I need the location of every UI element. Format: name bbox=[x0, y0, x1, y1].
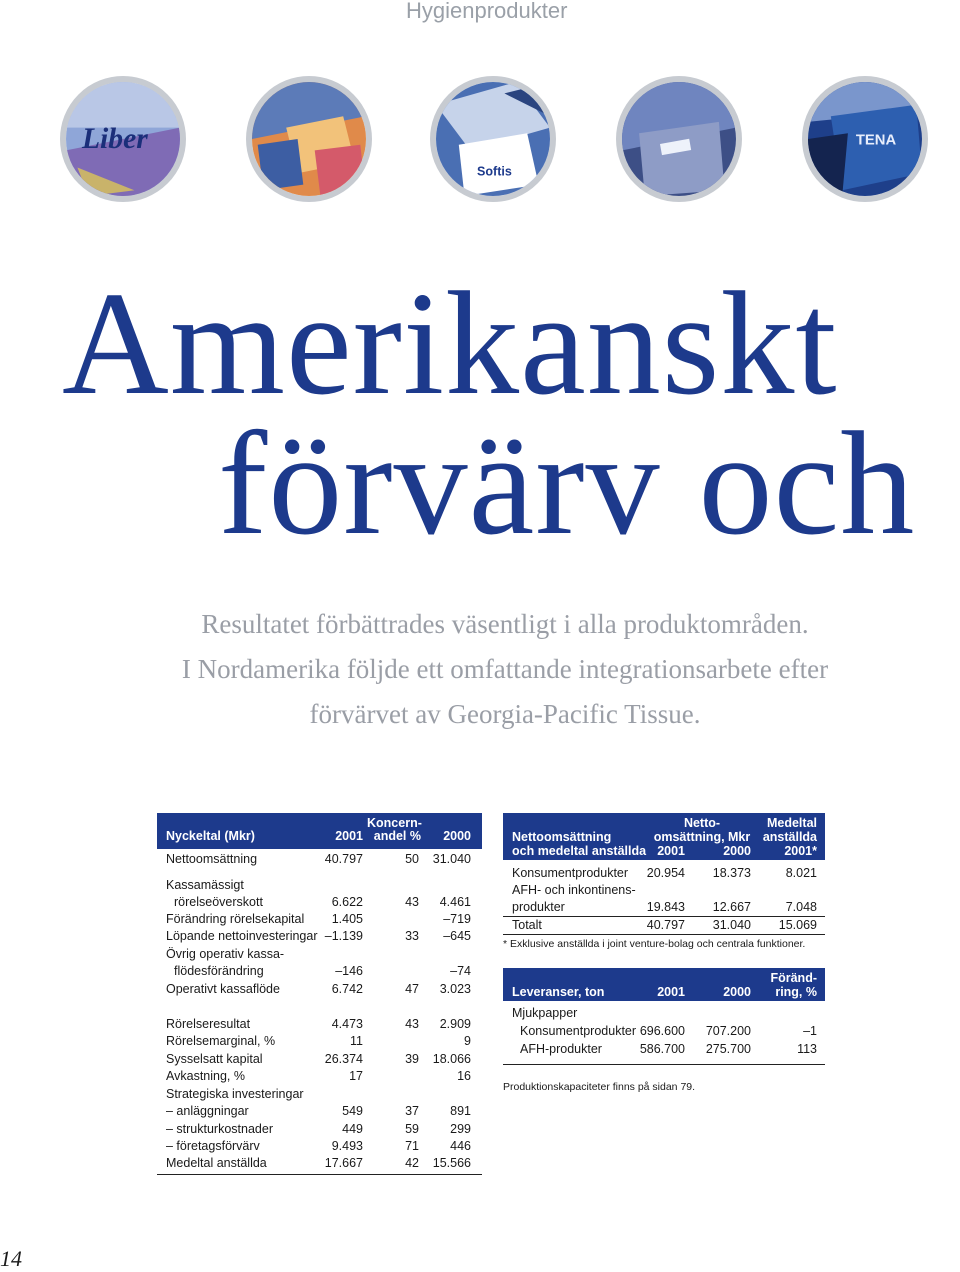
cell-2001: 4.473 bbox=[331, 1017, 363, 1031]
cell-2001: –1.139 bbox=[324, 929, 363, 943]
header-change-1: Föränd- bbox=[770, 971, 817, 985]
photo-libero bbox=[60, 76, 186, 202]
row-label: Sysselsatt kapital bbox=[166, 1052, 263, 1066]
cell-share: 39 bbox=[405, 1052, 419, 1066]
table-row bbox=[157, 1051, 482, 1068]
section-title: Hygienprodukter bbox=[406, 0, 568, 23]
header-label-2: och medeltal anställda bbox=[512, 844, 647, 858]
header-2000: 2000 bbox=[723, 985, 751, 999]
table-row bbox=[157, 1121, 482, 1138]
cell-2000: 707.200 bbox=[705, 1024, 751, 1038]
cell-change: 113 bbox=[797, 1042, 817, 1056]
row-label: Konsumentprodukter bbox=[512, 866, 629, 880]
table-row bbox=[157, 928, 482, 945]
cell-share: 43 bbox=[405, 1017, 419, 1031]
row-label: Övrig operativ kassa- bbox=[166, 947, 285, 961]
headline-line-2: förvärv och bbox=[218, 402, 916, 566]
cell-share: 47 bbox=[405, 982, 419, 996]
row-label: – företagsförvärv bbox=[166, 1139, 260, 1153]
table-row bbox=[157, 1086, 482, 1103]
header-2001: 2001 bbox=[335, 829, 363, 843]
cell-2001: 40.797 bbox=[324, 852, 363, 866]
table-row bbox=[157, 1016, 482, 1033]
table-row bbox=[157, 911, 482, 928]
header-emp-1: Medeltal bbox=[766, 816, 817, 830]
row-label: – strukturkostnader bbox=[166, 1122, 273, 1136]
cell-2000: 16 bbox=[457, 1069, 471, 1083]
cell-2001: 17 bbox=[349, 1069, 363, 1083]
cell-2001: 6.742 bbox=[331, 982, 363, 996]
row-label: Löpande nettoinvesteringar bbox=[166, 929, 318, 943]
intro-line: förvärvet av Georgia-Pacific Tissue. bbox=[309, 699, 701, 729]
cell-2001: 26.374 bbox=[324, 1052, 363, 1066]
row-label: flödesförändring bbox=[174, 964, 264, 978]
cell-2000: 9 bbox=[464, 1034, 471, 1048]
row-label: Rörelseresultat bbox=[166, 1017, 251, 1031]
cell-2001: 19.843 bbox=[646, 900, 685, 914]
header-share-2: andel % bbox=[373, 829, 421, 843]
table-row bbox=[157, 894, 482, 911]
header-emp-3: 2001* bbox=[784, 844, 817, 858]
cell-2001: 9.493 bbox=[331, 1139, 363, 1153]
svg-text:TENA: TENA bbox=[855, 132, 897, 149]
row-label: Kassamässigt bbox=[166, 878, 244, 892]
cell-2000: 12.667 bbox=[712, 900, 751, 914]
header-2001: 2001 bbox=[657, 844, 685, 858]
photo-softis bbox=[430, 76, 556, 202]
cell-2001: 549 bbox=[342, 1104, 363, 1118]
cell-2001: 11 bbox=[350, 1034, 363, 1048]
header-2000: 2000 bbox=[443, 829, 471, 843]
table-bottom-rule bbox=[503, 934, 825, 935]
row-label: Avkastning, % bbox=[166, 1069, 245, 1083]
table-row bbox=[503, 882, 825, 899]
cell-2000: 18.373 bbox=[712, 866, 751, 880]
cell-2000: 891 bbox=[450, 1104, 471, 1118]
row-label: produkter bbox=[512, 900, 565, 914]
header-2000: 2000 bbox=[723, 844, 751, 858]
headline-line-1: Amerikanskt bbox=[62, 262, 838, 426]
cell-share: 50 bbox=[405, 852, 419, 866]
cell-2000: 31.040 bbox=[712, 918, 751, 932]
row-label: Mjukpapper bbox=[512, 1006, 578, 1020]
cell-share: 42 bbox=[405, 1156, 419, 1170]
table-row bbox=[157, 1155, 482, 1172]
capacity-note: Produktionskapaciteter finns på sidan 79. bbox=[503, 1081, 696, 1093]
photo-libresse bbox=[246, 76, 372, 202]
cell-2000: 15.566 bbox=[432, 1156, 471, 1170]
cell-2001: –146 bbox=[335, 964, 363, 978]
intro-line: Resultatet förbättrades väsentligt i alla produktområden. bbox=[201, 609, 809, 639]
row-label: Totalt bbox=[512, 918, 542, 932]
header-label-1: Nettoomsättning bbox=[512, 830, 612, 844]
table-row bbox=[157, 1033, 482, 1050]
row-label: Rörelsemarginal, % bbox=[166, 1034, 276, 1048]
footnote: * Exklusive anställda i joint venture-bolag och centrala funktioner. bbox=[503, 938, 806, 950]
row-label: AFH-produkter bbox=[520, 1042, 602, 1056]
table-row bbox=[157, 946, 482, 963]
cell-2000: 3.023 bbox=[439, 982, 471, 996]
svg-text:Softis: Softis bbox=[477, 164, 512, 179]
deliveries-table bbox=[503, 968, 825, 1068]
table-row bbox=[503, 1023, 825, 1040]
intro-line: I Nordamerika följde ett omfattande integrationsarbete efter bbox=[181, 654, 829, 684]
libresse-image-icon bbox=[252, 82, 366, 196]
cell-share: 33 bbox=[405, 929, 419, 943]
table-bottom-rule bbox=[503, 1064, 825, 1065]
tork-image-icon bbox=[622, 82, 736, 196]
libero-image-icon bbox=[66, 82, 180, 196]
header-change-2: ring, % bbox=[775, 985, 817, 999]
cell-2001: 20.954 bbox=[646, 866, 685, 880]
row-label: – anläggningar bbox=[166, 1104, 249, 1118]
cell-2001: 17.667 bbox=[324, 1156, 363, 1170]
tena-image-icon bbox=[808, 82, 922, 196]
row-label: Strategiska investeringar bbox=[166, 1087, 304, 1101]
table-row bbox=[157, 1068, 482, 1085]
table-row bbox=[157, 877, 482, 894]
header-label: Leveranser, ton bbox=[512, 985, 605, 999]
table-row bbox=[503, 1041, 825, 1058]
table-header bbox=[503, 813, 825, 860]
table-header bbox=[503, 968, 825, 1001]
cell-2000: 18.066 bbox=[432, 1052, 471, 1066]
cell-2001: 40.797 bbox=[646, 918, 685, 932]
cell-2001: 449 bbox=[342, 1122, 363, 1136]
header-2001: 2001 bbox=[657, 985, 685, 999]
table-row bbox=[157, 851, 482, 868]
cell-2000: –74 bbox=[450, 964, 471, 978]
cell-2000: 2.909 bbox=[439, 1017, 471, 1031]
page-number: 14 bbox=[0, 1246, 22, 1271]
intro-text bbox=[60, 602, 950, 737]
table-header bbox=[157, 813, 482, 849]
table-row bbox=[157, 1138, 482, 1155]
row-label: Konsumentprodukter bbox=[520, 1024, 637, 1038]
cell-share: 71 bbox=[405, 1139, 419, 1153]
cell-2000: 4.461 bbox=[439, 895, 471, 909]
cell-change: –1 bbox=[803, 1024, 817, 1038]
row-label: Medeltal anställda bbox=[166, 1156, 267, 1170]
cell-share: 59 bbox=[405, 1122, 419, 1136]
svg-text:Liber: Liber bbox=[81, 123, 148, 156]
cell-2001: 696.600 bbox=[639, 1024, 685, 1038]
cell-2000: 446 bbox=[450, 1139, 471, 1153]
cell-2001: 586.700 bbox=[639, 1042, 685, 1056]
sales-table bbox=[503, 813, 825, 950]
header-share-1: Koncern- bbox=[367, 816, 422, 830]
table-row bbox=[503, 1005, 825, 1022]
header-label: Nyckeltal (Mkr) bbox=[166, 829, 255, 843]
table-row bbox=[503, 917, 825, 934]
key-figures-table bbox=[157, 813, 482, 1178]
table-row bbox=[503, 865, 825, 882]
table-bottom-rule bbox=[157, 1174, 482, 1175]
cell-2001: 6.622 bbox=[331, 895, 363, 909]
table-row bbox=[157, 963, 482, 980]
softis-image-icon bbox=[436, 82, 550, 196]
cell-employees: 8.021 bbox=[785, 866, 817, 880]
cell-2000: 275.700 bbox=[705, 1042, 751, 1056]
cell-employees: 7.048 bbox=[785, 900, 817, 914]
cell-2000: 299 bbox=[450, 1122, 471, 1136]
photo-tork bbox=[616, 76, 742, 202]
header-netto-1: Netto- bbox=[683, 816, 721, 830]
cell-2000: –719 bbox=[443, 912, 471, 926]
row-label: AFH- och inkontinens- bbox=[512, 883, 636, 897]
cell-2000: –645 bbox=[443, 929, 471, 943]
table-row bbox=[503, 899, 825, 916]
table-row bbox=[157, 1103, 482, 1120]
table-row bbox=[157, 981, 482, 998]
row-label: rörelseöverskott bbox=[174, 895, 263, 909]
cell-2001: 1.405 bbox=[331, 912, 363, 926]
header-emp-2: anställda bbox=[762, 830, 817, 844]
row-label: Nettoomsättning bbox=[166, 852, 258, 866]
cell-employees: 15.069 bbox=[778, 918, 817, 932]
cell-share: 37 bbox=[405, 1104, 419, 1118]
header-netto-2: omsättning, Mkr bbox=[653, 830, 751, 844]
row-label: Operativt kassaflöde bbox=[166, 982, 280, 996]
cell-2000: 31.040 bbox=[432, 852, 471, 866]
total-rule bbox=[503, 916, 825, 917]
photo-tena bbox=[802, 76, 928, 202]
cell-share: 43 bbox=[405, 895, 419, 909]
row-label: Förändring rörelsekapital bbox=[166, 912, 305, 926]
